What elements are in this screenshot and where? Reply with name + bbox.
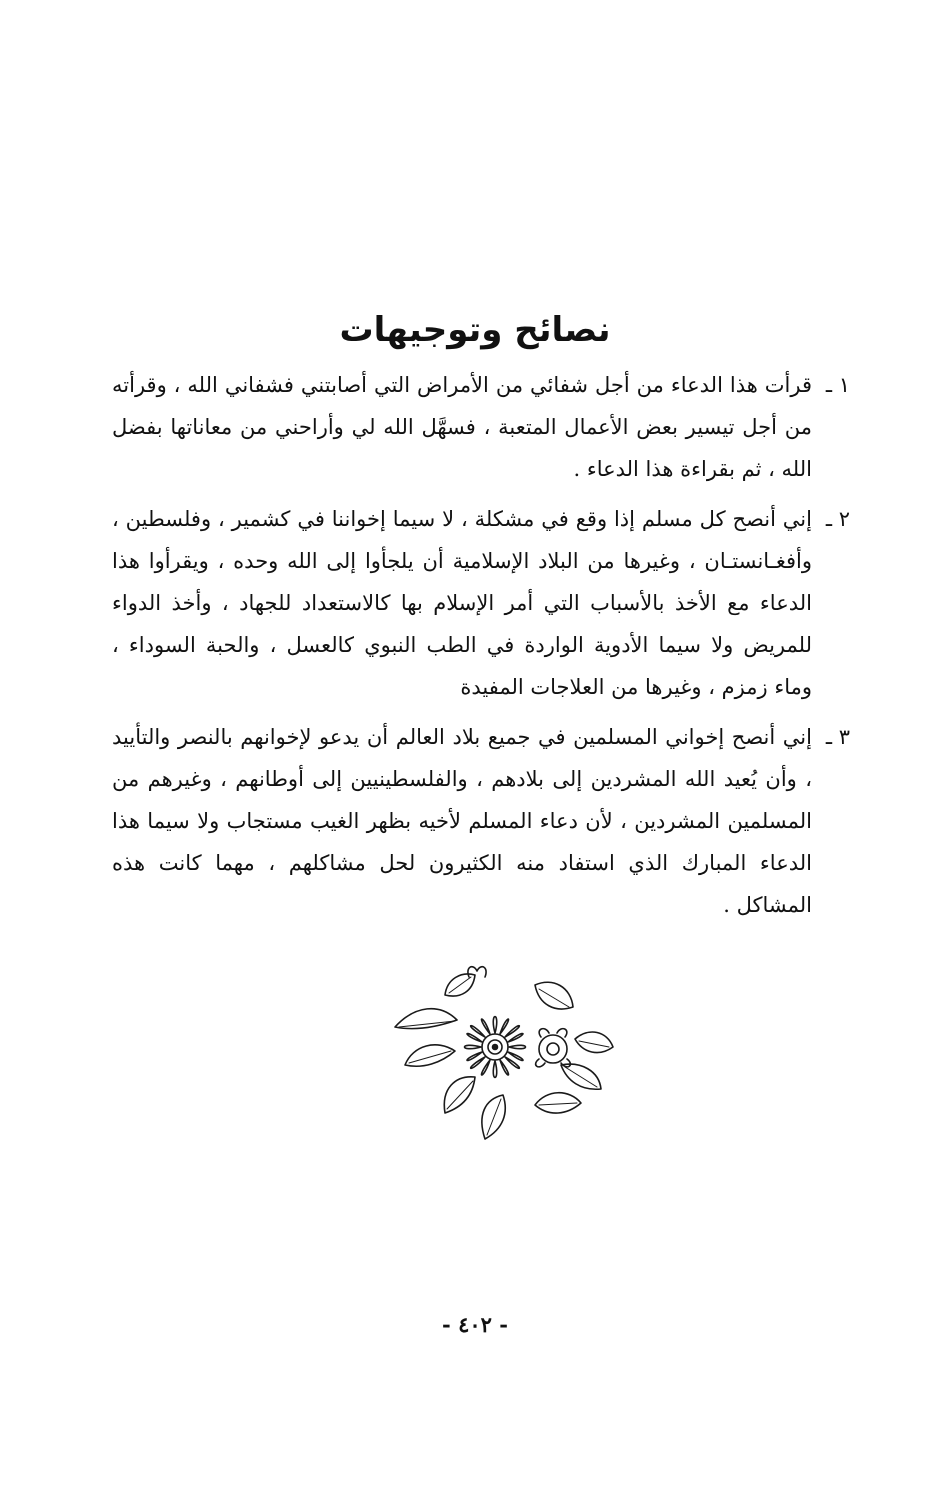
item-text: قرأت هذا الدعاء من أجل شفائي من الأمراض التي أصابتني فشفاني الله ، وقرأته من أجل تيسير بعض الأعمال المتعبة ، فسهَّل الله لي وأراحني من معاناتها بفضل الله ، ثم بقراءة هذا الدعاء . [112, 373, 812, 481]
list-item [112, 364, 850, 490]
flower-ornament-icon [385, 965, 620, 1145]
page-title: نصائح وتوجيهات [339, 310, 611, 350]
item-text: إني أنصح كل مسلم إذا وقع في مشكلة ، لا سيما إخواننا في كشمير ، وفلسطين ، وأفغـانستـان ، وغيرها من البلاد الإسلامية أن يلجأوا إلى الله وحده ، ويقرأوا هذا الدعاء مع الأخذ بالأسباب التي أمر الإسلام بها كالاستعداد للجهاد ، وأخذ الدواء للمريض ولا سيما الأدوية الواردة في الطب النبوي كالعسل ، والحبة السوداء ، وماء زمزم ، وغيرها من العلاجات المفيدة [112, 507, 812, 699]
list-item [112, 716, 850, 926]
item-number: ٣ ـ [825, 725, 850, 749]
item-number: ١ ـ [825, 373, 850, 397]
item-number: ٢ ـ [825, 507, 850, 531]
item-text: إني أنصح إخواني المسلمين في جميع بلاد العالم أن يدعو لإخوانهم بالنصر والتأييد ، وأن يُعيد الله المشردين إلى بلادهم ، والفلسطينيين إلى أوطانهم ، وغيرهم من المسلمين المشردين ، لأن دعاء المسلم لأخيه بظهر الغيب مستجاب ولا سيما هذا الدعاء المبارك الذي استفاد منه الكثيرون لحل مشاكلهم ، مهما كانت هذه المشاكل . [112, 725, 812, 917]
advice-list [112, 364, 850, 934]
page-number: - ٤٠٢ - [442, 1312, 508, 1337]
list-item [112, 498, 850, 708]
